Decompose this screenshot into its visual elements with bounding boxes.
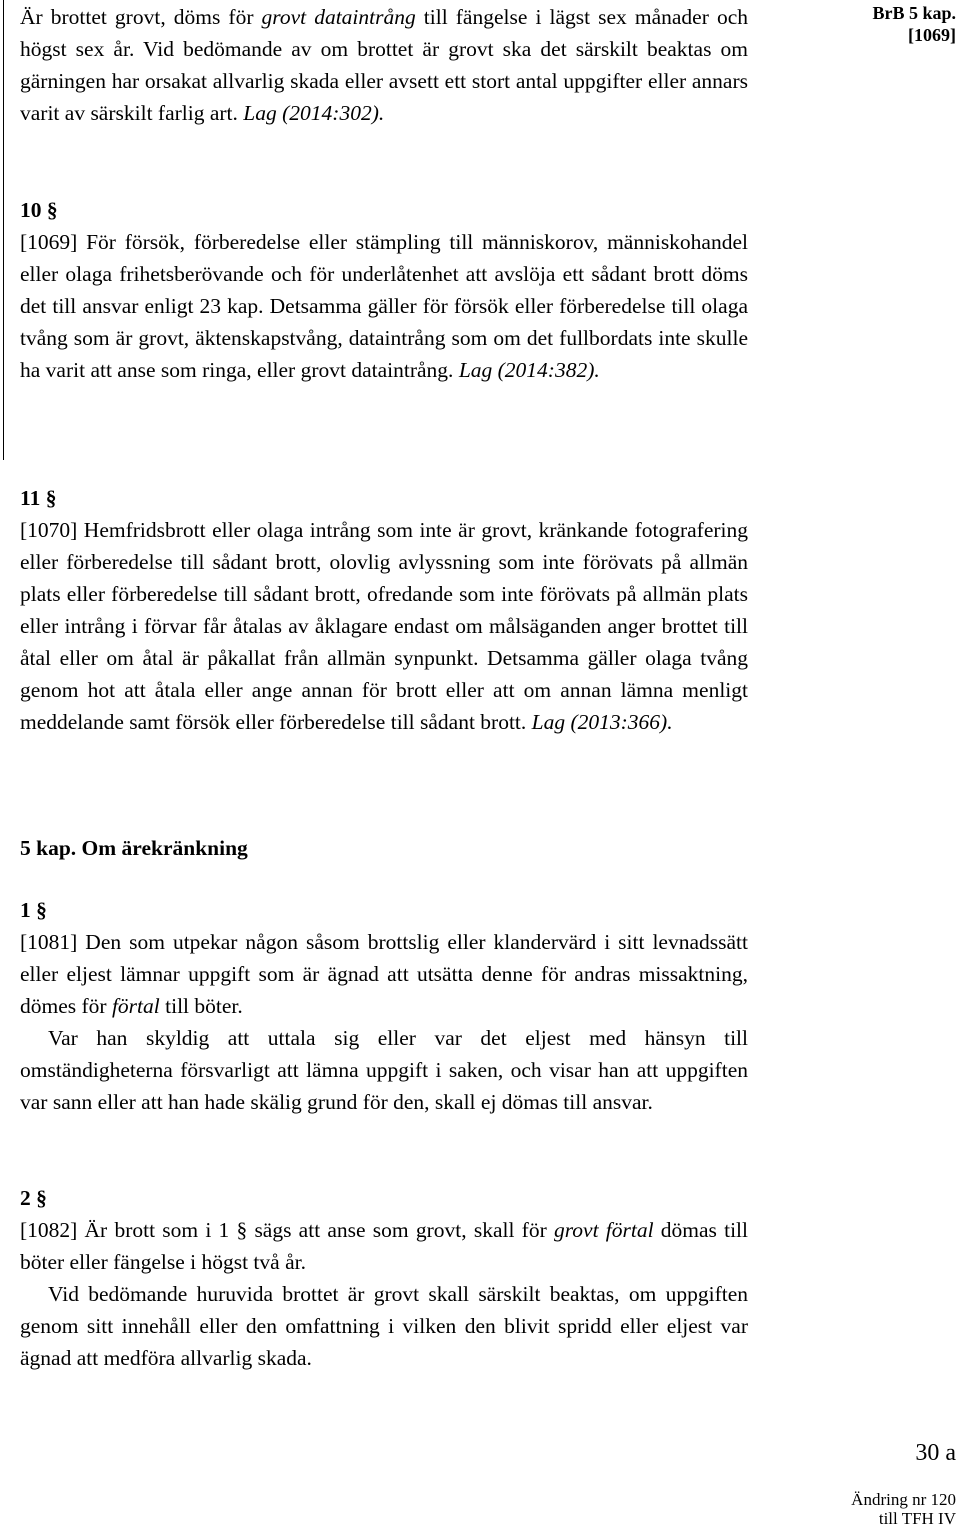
chapter5-section-1: 1 § [1081] Den som utpekar någon såsom brottslig eller klandervärd i sitt levnadssätt eller eljest lämnar uppgift som är ägnad att utsätta denne för andras missaktning, dömes för förtal till böter. Var han skyldig att uttala sig eller var det eljest med hänsyn till omständigheterna försvarligt att lämna uppgift i saken, och visar han att uppgiften var sann eller att han hade skälig grund för den, skall ej dömas till ansvar. xyxy=(20,894,748,1118)
section-paragraph: Var han skyldig att uttala sig eller var det eljest med hänsyn till omständigheterna försvarligt att lämna uppgift i saken, och visar han att uppgiften var sann eller att han hade skälig grund för den, skall ej dömas till ansvar. xyxy=(20,1026,748,1114)
section-text: [1069] För försök, förberedelse eller stämpling till människorov, människohandel eller olaga frihetsberövande och för underlåtenhet att avslöja ett sådant brott döms det till ansvar enligt 23 kap. Detsamma gäller för försök eller förberedelse till olaga tvång som är grovt, äktenskapstvång, dataintrång som om det fullbordats inte skulle ha varit att anse som ringa, eller grovt dataintrång. xyxy=(20,230,748,382)
chapter-reference: BrB 5 kap. xyxy=(872,3,956,23)
section-11 xyxy=(20,482,748,738)
margin-rule xyxy=(3,0,4,460)
chapter-title: Om ärekränkning xyxy=(81,836,248,860)
page-number: 30 a xyxy=(915,1440,956,1466)
term-grovt-dataintrang: grovt dataintrång xyxy=(261,5,416,29)
section-text: [1070] Hemfridsbrott eller olaga intrång som inte är grovt, kränkande fotografering eller förberedelse till sådant brott, olovlig avlyssning som inte förövats på allmän plats eller förberedelse till sådant brott, ofredande som inte förövats på allmän plats eller intrång i förvar får åtalas av åklagare endast om målsäganden anger brottet till åtal eller om åtal är påkallat från allmän synpunkt. Detsamma gäller olaga tvång genom hot att åtala eller ange annan för brott eller att om annan lämna menligt meddelande samt försök eller förberedelse till sådant brott. xyxy=(20,518,748,734)
section-heading: 2 § xyxy=(20,1186,47,1210)
intro-paragraph: Är brottet grovt, döms för grovt dataintrång till fängelse i lägst sex månader och högst sex år. Vid bedömande av om brottet är grovt ska det särskilt beaktas om gärningen har orsakat allvarlig skada eller avsett ett stort antal uppgifter eller annars varit av särskilt farlig art. Lag (2014:302). xyxy=(20,5,748,125)
chapter5-section-2: 2 § [1082] Är brott som i 1 § sägs att anse som grovt, skall för grovt förtal dömas till böter eller fängelse i högst två år. Vid bedömande huruvida brottet är grovt skall särskilt beaktas, om uppgiften genom sitt innehåll eller den omfattning i vilken den blivit spridd eller eljest var ägnad att medföra allvarlig skada. xyxy=(20,1182,748,1374)
section-heading: 1 § xyxy=(20,898,47,922)
section-10 xyxy=(20,194,748,386)
page-header xyxy=(872,2,956,46)
law-reference: Lag (2014:382). xyxy=(458,358,600,382)
margin-reference: [1069] xyxy=(908,25,956,45)
law-reference: Lag (2013:366). xyxy=(531,710,673,734)
law-reference: Lag (2014:302). xyxy=(243,101,385,125)
section-heading: 10 § xyxy=(20,198,58,222)
amendment-note: Ändring nr 120 till TFH IV xyxy=(851,1490,956,1528)
section-heading: 11 § xyxy=(20,486,57,510)
chapter-number: 5 kap. xyxy=(20,836,77,860)
chapter-heading xyxy=(20,832,748,864)
term-grovt-fortal: grovt förtal xyxy=(553,1218,654,1242)
section-paragraph: Vid bedömande huruvida brottet är grovt skall särskilt beaktas, om uppgiften genom sitt innehåll eller den omfattning i vilken den blivit spridd eller eljest var ägnad att medföra allvarlig skada. xyxy=(20,1282,748,1370)
term-fortal: förtal xyxy=(111,994,160,1018)
